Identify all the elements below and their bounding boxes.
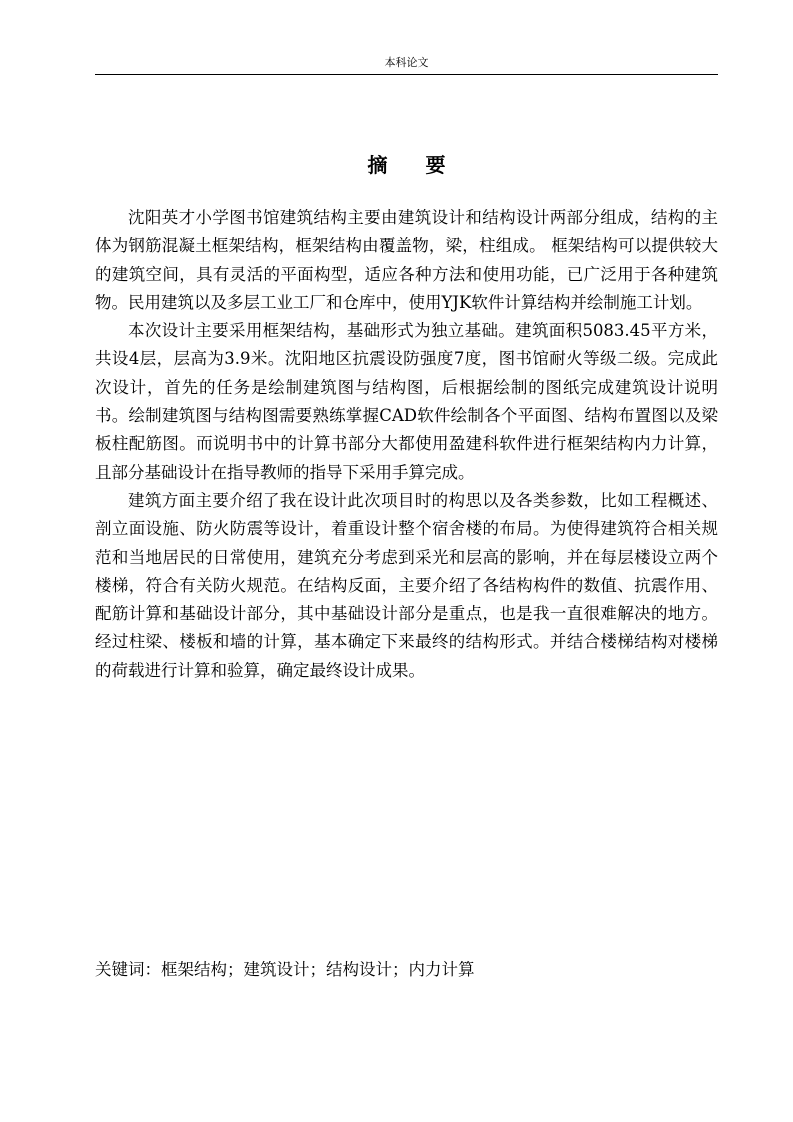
abstract-title-char-2: 要 (425, 153, 446, 177)
page-header (95, 56, 718, 75)
abstract-paragraph-1: 沈阳英才小学图书馆建筑结构主要由建筑设计和结构设计两部分组成，结构的主体为钢筋混凝土框架结构，框架结构由覆盖物，梁，柱组成。 框架结构可以提供较大的建筑空间，具有灵活的平面构型，适应各种方法和使用功能，已广泛用于各种建筑物。民用建筑以及多层工业工厂和仓库中，使用YJK软件计算结构并绘制施工计划。 (95, 208, 718, 312)
keywords-line: 关键词：框架结构；建筑设计；结构设计；内力计算 (95, 960, 475, 979)
abstract-paragraph-2: 本次设计主要采用框架结构，基础形式为独立基础。建筑面积5083.45平方米，共设4层，层高为3.9米。沈阳地区抗震设防强度7度，图书馆耐火等级二级。完成此次设计，首先的任务是绘制建筑图与结构图，后根据绘制的图纸完成建筑设计说明书。绘制建筑图与结构图需要熟练掌握CAD软件绘制各个平面图、结构布置图以及梁板柱配筋图。而说明书中的计算书部分大都使用盈建科软件进行框架结构内力计算，且部分基础设计在指导教师的指导下采用手算完成。 (95, 321, 718, 482)
abstract-paragraph-3: 建筑方面主要介绍了我在设计此次项目时的构思以及各类参数，比如工程概述、剖立面设施、防火防震等设计，着重设计整个宿舍楼的布局。为使得建筑符合相关规范和当地居民的日常使用，建筑充分考虑到采光和层高的影响，并在每层楼设立两个楼梯，符合有关防火规范。在结构反面，主要介绍了各结构构件的数值、抗震作用、配筋计算和基础设计部分，其中基础设计部分是重点，也是我一直很难解决的地方。经过柱梁、楼板和墙的计算，基本确定下来最终的结构形式。并结合楼梯结构对楼梯的荷载进行计算和验算，确定最终设计成果。 (95, 490, 718, 680)
header-text: 本科论文 (384, 56, 429, 69)
abstract-title-char-1: 摘 (367, 153, 388, 177)
abstract-title (95, 152, 718, 178)
abstract-body (95, 204, 718, 685)
